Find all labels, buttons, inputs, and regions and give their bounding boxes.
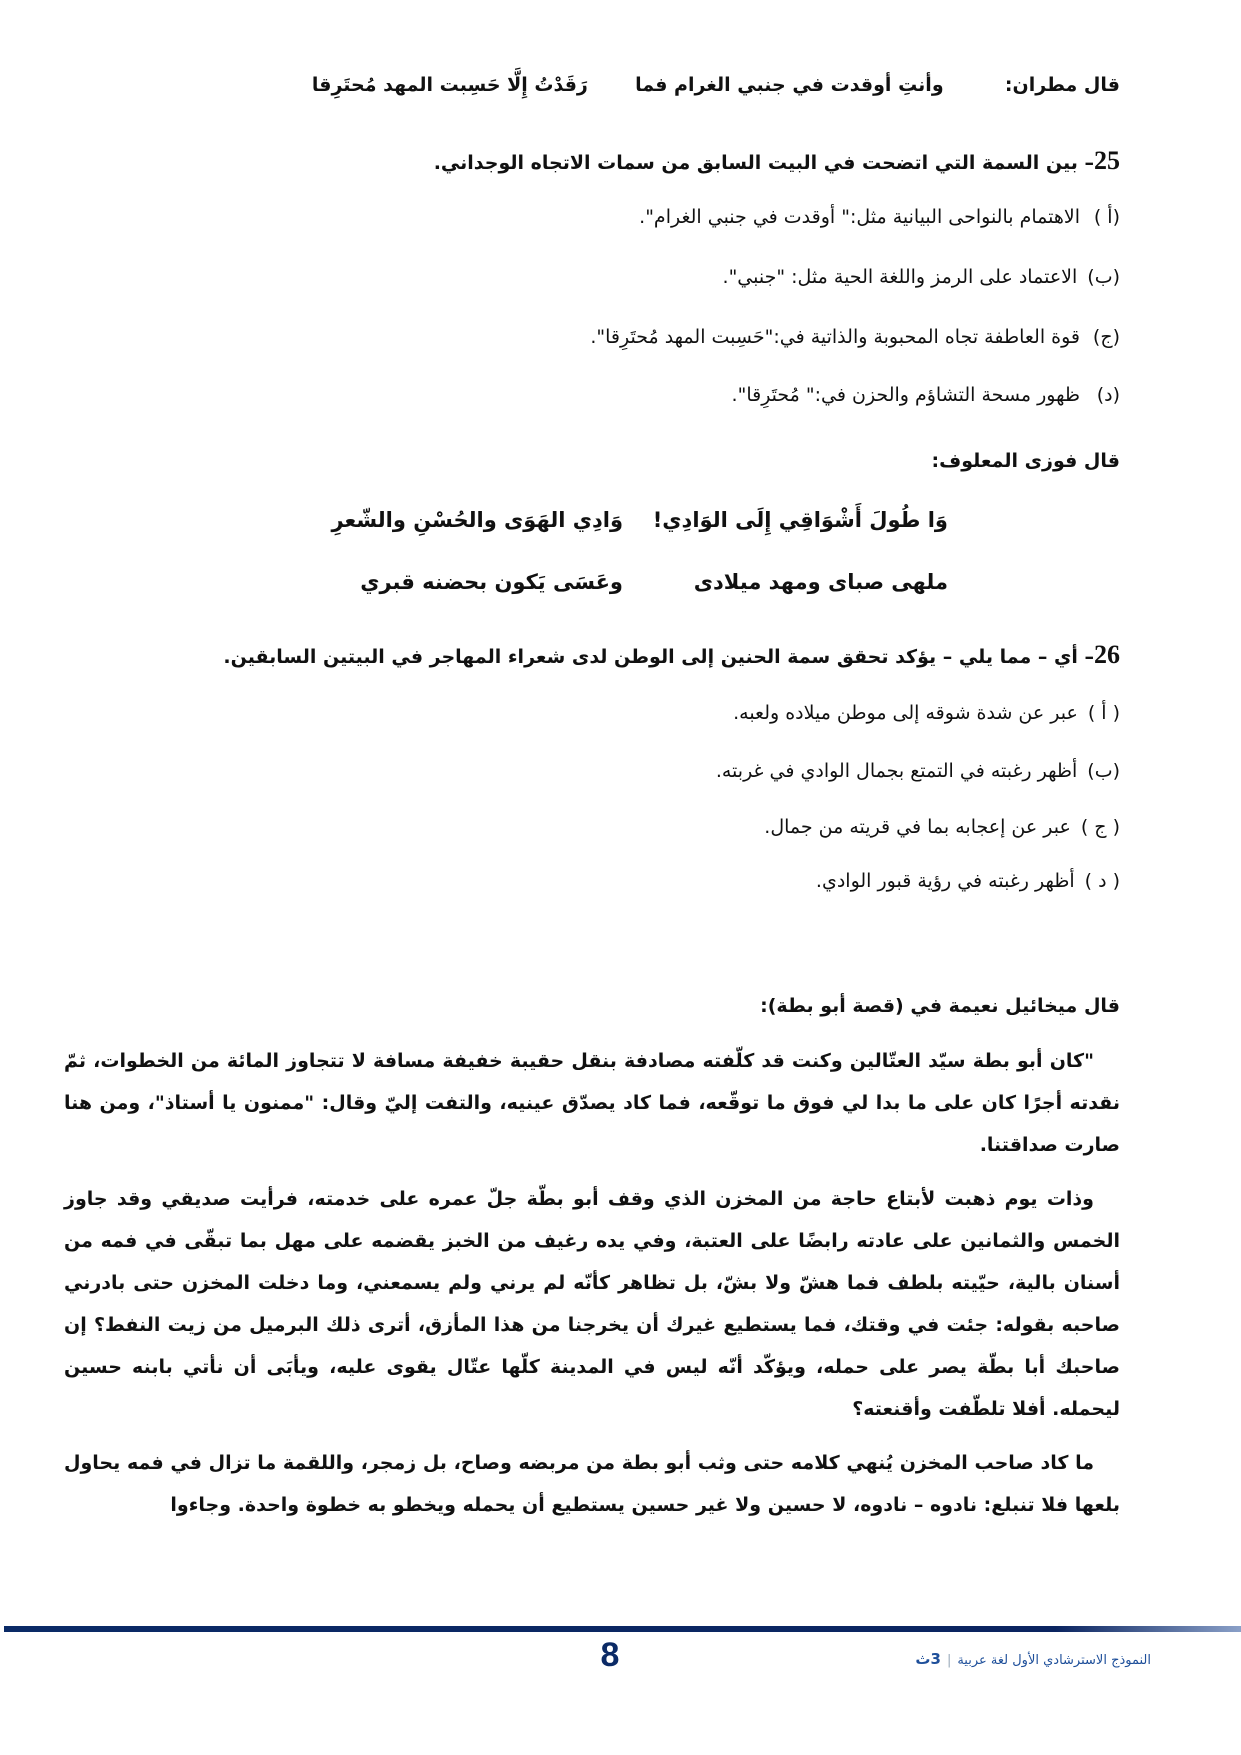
q25-prompt-line xyxy=(434,146,1120,176)
option-text: أظهر رغبته في التمتع بجمال الوادي في غربته. xyxy=(715,760,1078,782)
q25-option-b[interactable] xyxy=(723,266,1120,288)
passage-paragraph-2: وذات يوم ذهبت لأبتاع حاجة من المخزن الذي وقف أبو بطّة جلّ عمره على خدمته، فرأيت صديقي وقد جاوز الخمس والثمانين على عادته رابضًا على العتبة، وفي يده رغيف من الخبز يقضمه على مهل بما تبقّى في فمه من أسنان بالية، حيّيته بلطف فما هشّ ولا بشّ، بل تظاهر كأنّه لم يرني ولم يسمعني، وما دخلت المخزن حتى بادرني صاحبه بقوله: جئت في وقتك، فما يستطيع غيرك أن يخرجنا من هذا المأزق، أترى ذلك البرميل من زيت النفط؟ إن صاحبك أبا بطّة يصر على حمله، ويؤكّد أنّه ليس في المدينة كلّها عتّال يقوى عليه، ويأبَى أن نأتي بابنه حسين ليحمله. أفلا تلطّفت وأقنعته؟ xyxy=(64,1188,1120,1420)
q25-hemistich-2: رَقَدْتُ إِلَّا حَسِبت المهد مُحتَرِقا xyxy=(311,74,588,96)
q26-option-b[interactable] xyxy=(716,760,1120,782)
q25-hemistich-1: وأنتِ أوقدت في جنبي الغرام فما xyxy=(635,74,944,96)
option-text: عبر عن إعجابه بما في قريته من جمال. xyxy=(764,816,1071,838)
q25-option-c[interactable] xyxy=(590,326,1120,348)
q26-option-c[interactable] xyxy=(764,816,1120,838)
option-text: الاهتمام بالنواحى البيانية مثل:" أوقدت في جنبي الغرام". xyxy=(639,206,1080,228)
option-text: ظهور مسحة التشاؤم والحزن في:" مُحتَرِقا". xyxy=(731,384,1080,406)
q25-prompt: – بين السمة التي اتضحت في البيت السابق من سمات الاتجاه الوجداني. xyxy=(433,152,1094,174)
q26-number: 26 xyxy=(1094,640,1120,669)
q26-option-a[interactable] xyxy=(733,702,1120,724)
verse-2-hemistich-2: وعَسَى يَكون بحضنه قبري xyxy=(360,570,623,594)
option-label: (ب) xyxy=(1087,760,1120,782)
verse-1-hemistich-1: وَا طُولَ أَشْوَاقِي إِلَى الوَادِي! xyxy=(652,508,948,532)
option-text: عبر عن شدة شوقه إلى موطن ميلاده ولعبه. xyxy=(733,702,1078,724)
q25-number: 25 xyxy=(1094,146,1120,175)
q26-prompt-line xyxy=(223,640,1120,670)
option-label: ( د ) xyxy=(1084,870,1120,892)
option-text: قوة العاطفة تجاه المحبوبة والذاتية في:"حَسِبت المهد مُحتَرِقا". xyxy=(590,326,1080,348)
footer-divider xyxy=(4,1626,1241,1632)
footer-grade: 3ث xyxy=(915,1650,941,1668)
footer-exam-title: النموذج الاسترشادي الأول لغة عربية xyxy=(957,1653,1151,1668)
passage-heading: قال ميخائيل نعيمة في (قصة أبو بطة): xyxy=(760,995,1120,1017)
q26-speaker: قال فوزى المعلوف: xyxy=(931,450,1120,472)
option-text: الاعتماد على الرمز واللغة الحية مثل: "جنبي". xyxy=(722,266,1078,288)
option-label: ( ج ) xyxy=(1080,816,1120,838)
q25-context-line xyxy=(312,74,1120,96)
q25-speaker: قال مطران: xyxy=(1004,74,1120,96)
footer-exam-label xyxy=(915,1650,1151,1668)
option-label: (د) xyxy=(1096,384,1120,406)
q25-option-d[interactable] xyxy=(732,384,1120,406)
option-label: (أ ) xyxy=(1093,206,1120,228)
option-text: أظهر رغبته في رؤية قبور الوادي. xyxy=(815,870,1075,892)
verse-1-hemistich-2: وَادِي الهَوَى والحُسْنِ والشّعرِ xyxy=(331,508,623,532)
passage-body xyxy=(64,1040,1120,1526)
option-label: (ج) xyxy=(1092,326,1120,348)
footer-separator: | xyxy=(946,1653,952,1668)
q26-prompt: – أي – مما يلي – يؤكد تحقق سمة الحنين إلى الوطن لدى شعراء المهاجر في البيتين السابقين. xyxy=(223,646,1094,668)
passage-paragraph-3: ما كاد صاحب المخزن يُنهي كلامه حتى وثب أبو بطة من مربضه وصاح، بل زمجر، واللقمة ما تزال في فمه يحاول بلعها فلا تنبلع: نادوه – نادوه، لا حسين ولا غير حسين يستطيع أن يحمله ويخطو به خطوة واحدة. وجاءوا xyxy=(64,1452,1120,1516)
passage-paragraph-1: "كان أبو بطة سيّد العتّالين وكنت قد كلّفته مصادفة بنقل حقيبة خفيفة مسافة لا تتجاوز المائة من الخطوات، ثمّ نقدته أجرًا كان على ما بدا لي فوق ما توقّعه، فما كاد يصدّق عينيه، والتفت إليّ وقال: "ممنون يا أستاذ"، ومن هنا صارت صداقتنا. xyxy=(64,1050,1120,1156)
option-label: ( أ ) xyxy=(1087,702,1120,724)
option-label: (ب) xyxy=(1087,266,1120,288)
page-number: 8 xyxy=(600,1636,620,1674)
verse-2-hemistich-1: ملهى صباى ومهد ميلادى xyxy=(693,570,948,594)
q25-option-a[interactable] xyxy=(639,206,1120,228)
q26-option-d[interactable] xyxy=(816,870,1120,892)
